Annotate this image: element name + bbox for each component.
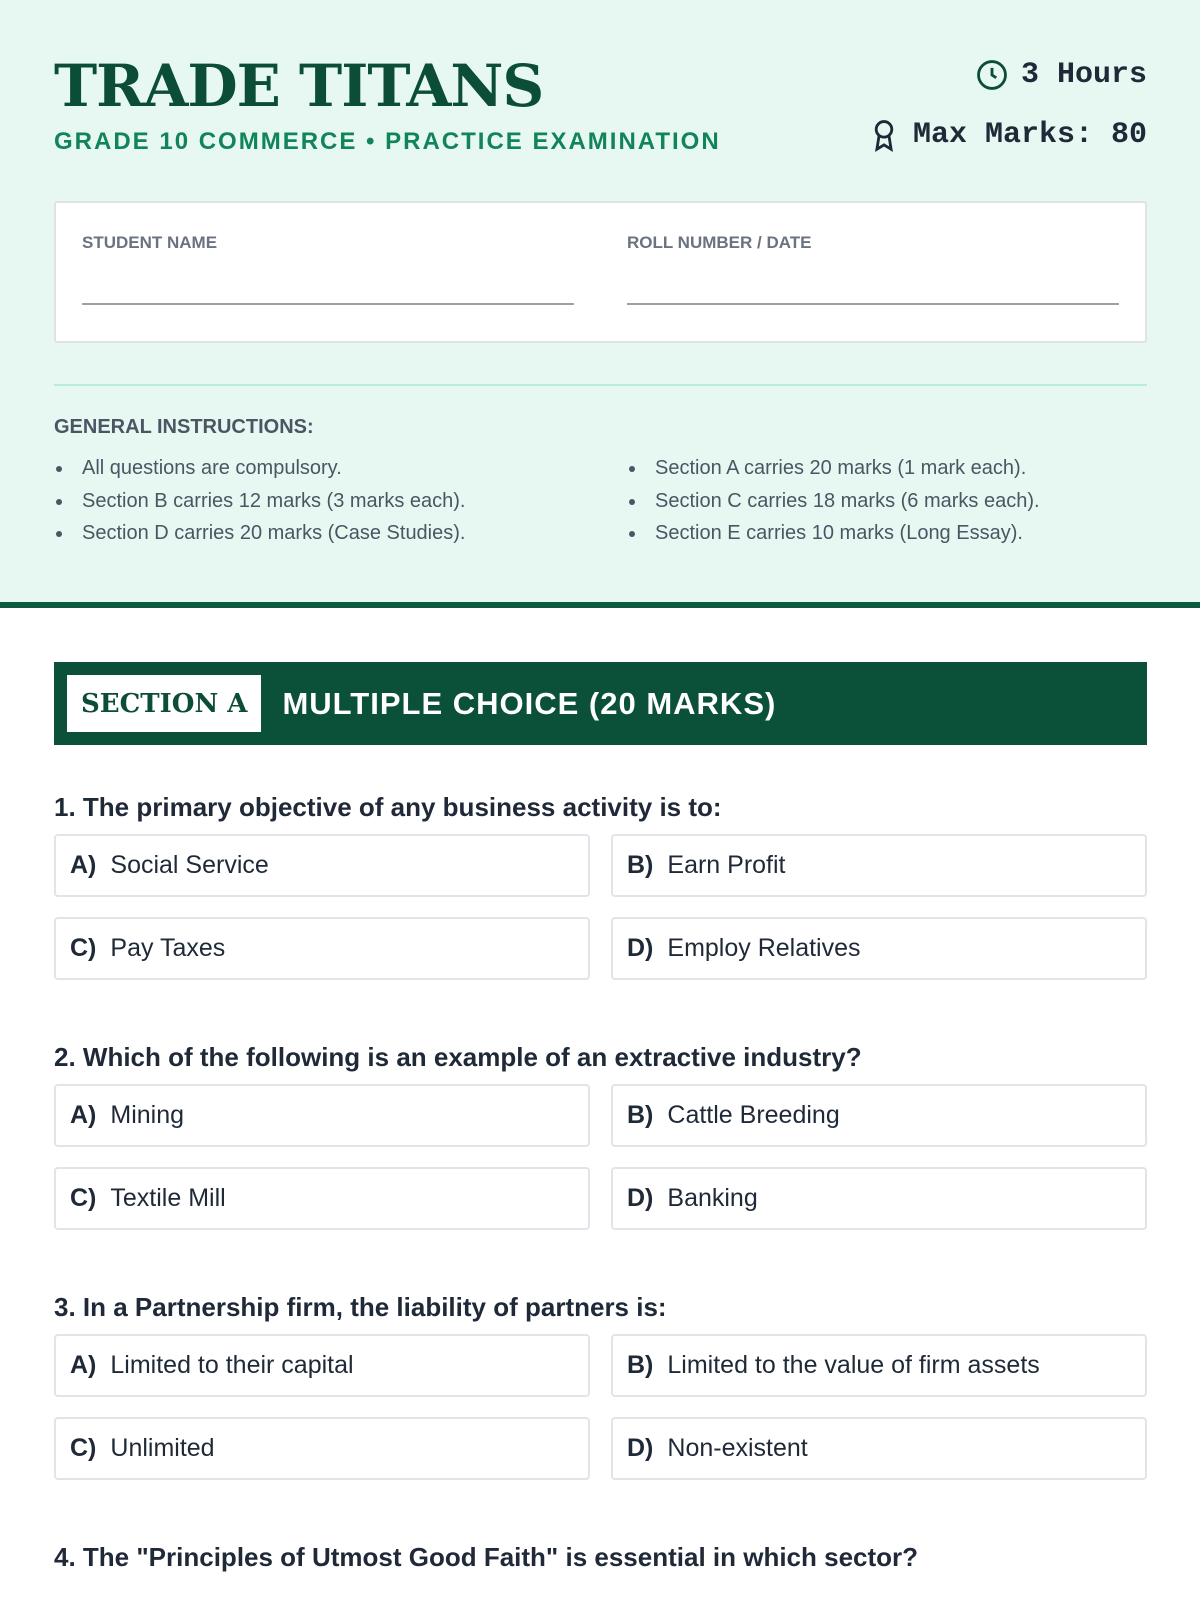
duration-info — [975, 58, 1147, 92]
option-letter: A) — [70, 1101, 97, 1129]
option-text: Unlimited — [110, 1434, 215, 1462]
question-text: 3. In a Partnership firm, the liability of partners is: — [54, 1292, 667, 1322]
instructions-left — [54, 456, 465, 554]
option-d[interactable] — [611, 1167, 1147, 1230]
option-text: Social Service — [110, 851, 269, 879]
option-c[interactable] — [54, 1167, 590, 1230]
option-text: Limited to the value of firm assets — [667, 1351, 1040, 1379]
option-letter: A) — [70, 851, 97, 879]
student-info-box — [54, 201, 1147, 343]
question-text: 2. Which of the following is an example of an extractive industry? — [54, 1042, 862, 1072]
roll-number-field[interactable] — [627, 233, 1119, 305]
option-text: Banking — [667, 1184, 758, 1212]
option-text: Mining — [110, 1101, 185, 1129]
student-name-label: STUDENT NAME — [82, 233, 218, 252]
section-tag: SECTION A — [67, 675, 261, 732]
option-letter: B) — [627, 851, 654, 879]
max-marks-text: Max Marks: 80 — [912, 118, 1147, 152]
instruction-item: Section D carries 20 marks (Case Studies). — [54, 521, 465, 554]
option-text: Pay Taxes — [110, 934, 226, 962]
option-c[interactable] — [54, 1417, 590, 1480]
option-letter: B) — [627, 1351, 654, 1379]
instruction-item: All questions are compulsory. — [54, 456, 465, 489]
option-letter: A) — [70, 1351, 97, 1379]
option-letter: D) — [627, 1184, 654, 1212]
instructions-right — [627, 456, 1040, 554]
award-ribbon-icon — [867, 118, 901, 152]
option-text: Earn Profit — [667, 851, 786, 879]
option-text: Cattle Breeding — [667, 1101, 840, 1129]
option-text: Limited to their capital — [110, 1351, 354, 1379]
option-a[interactable] — [54, 1084, 590, 1147]
instruction-item: Section C carries 18 marks (6 marks each). — [627, 489, 1040, 522]
option-letter: D) — [627, 934, 654, 962]
question-text: 1. The primary objective of any business activity is to: — [54, 792, 722, 822]
instruction-item: Section A carries 20 marks (1 mark each). — [627, 456, 1040, 489]
student-name-line[interactable] — [82, 303, 574, 305]
exam-title: TRADE TITANS — [54, 52, 544, 120]
roll-number-label: ROLL NUMBER / DATE — [627, 233, 812, 252]
option-letter: C) — [70, 1184, 97, 1212]
duration-text: 3 Hours — [1020, 58, 1147, 92]
option-a[interactable] — [54, 1334, 590, 1397]
question-2 — [54, 1042, 1147, 1212]
section-heading: MULTIPLE CHOICE (20 MARKS) — [282, 685, 777, 721]
option-b[interactable] — [611, 834, 1147, 897]
option-b[interactable] — [611, 1334, 1147, 1397]
instruction-item: Section E carries 10 marks (Long Essay). — [627, 521, 1040, 554]
option-letter: B) — [627, 1101, 654, 1129]
roll-number-line[interactable] — [627, 303, 1119, 305]
question-1 — [54, 792, 1147, 962]
option-text: Non-existent — [667, 1434, 808, 1462]
instructions-title: GENERAL INSTRUCTIONS: — [54, 416, 314, 438]
section-a-header — [54, 662, 1147, 745]
option-letter: C) — [70, 1434, 97, 1462]
question-text: 4. The "Principles of Utmost Good Faith" is essential in which sector? — [54, 1542, 919, 1572]
header-divider — [54, 384, 1147, 386]
option-d[interactable] — [611, 917, 1147, 980]
clock-icon — [975, 58, 1009, 92]
option-a[interactable] — [54, 834, 590, 897]
exam-header — [0, 0, 1200, 608]
max-marks-info — [867, 118, 1147, 152]
student-name-field[interactable] — [82, 233, 574, 305]
option-c[interactable] — [54, 917, 590, 980]
question-3 — [54, 1292, 1147, 1462]
option-letter: D) — [627, 1434, 654, 1462]
option-text: Textile Mill — [110, 1184, 226, 1212]
question-4 — [54, 1542, 1147, 1573]
option-text: Employ Relatives — [667, 934, 861, 962]
exam-subtitle: GRADE 10 COMMERCE • PRACTICE EXAMINATION — [54, 128, 721, 155]
option-d[interactable] — [611, 1417, 1147, 1480]
option-letter: C) — [70, 934, 97, 962]
instruction-item: Section B carries 12 marks (3 marks each). — [54, 489, 465, 522]
option-b[interactable] — [611, 1084, 1147, 1147]
